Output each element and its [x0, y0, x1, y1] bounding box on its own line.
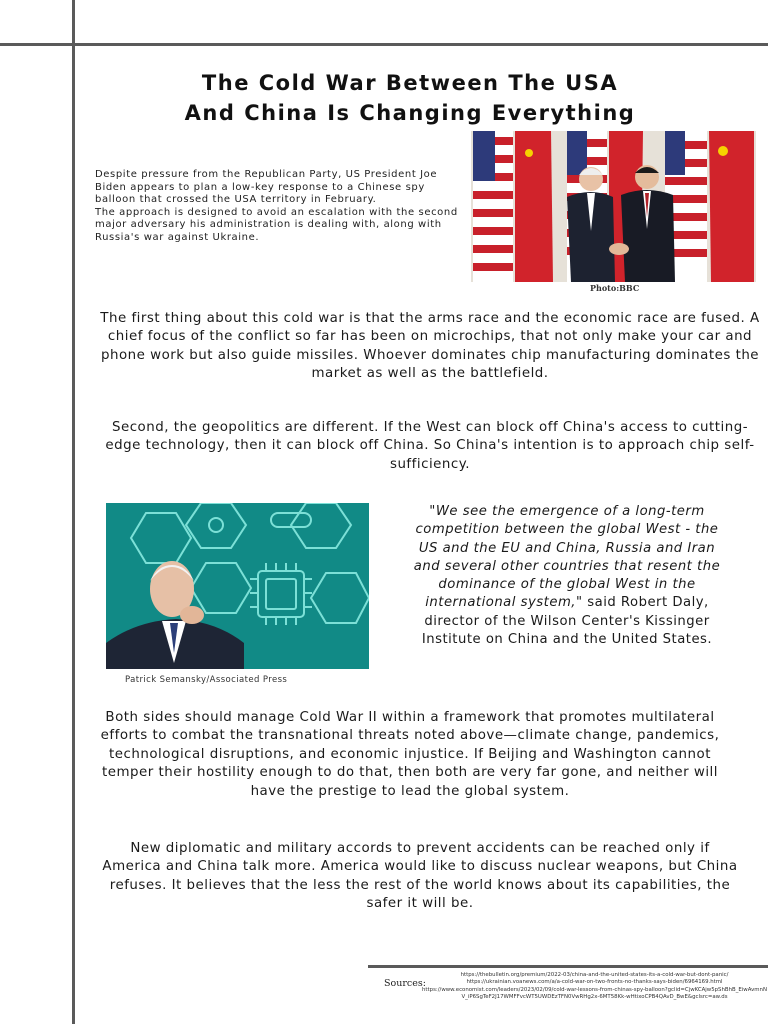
body-paragraph-1: The first thing about this cold war is that the arms race and the economic race are fused. A chief focus of the conflict so far has been on microchips, that not only make your car and phone work but also guide missiles. Whoever dominates chip manufacturing dominates the market as well as the battlefield. — [100, 311, 760, 382]
photo-credit-bbc: Photo:BBC — [590, 283, 640, 293]
quote-attribution: said Robert Daly, director of the Wilson Center's Kissinger Institute on China and the United States. — [421, 595, 713, 648]
biden-xi-handshake-photo — [471, 131, 756, 282]
biden-microchip-photo — [106, 503, 369, 669]
title-line-2: And China Is Changing Everything — [184, 101, 636, 125]
title-line-1: The Cold War Between The USA — [201, 71, 619, 95]
intro-paragraph-2: The approach is designed to avoid an escalation with the second major adversary his administration is dealing with, along with Russia's war against Ukraine. — [95, 206, 458, 243]
vertical-rule — [72, 0, 75, 1024]
photo-credit-ap: Patrick Semansky/Associated Press — [125, 675, 288, 685]
sources-list — [422, 972, 767, 1002]
bottom-rule — [368, 965, 768, 968]
body-paragraph-3: Both sides should manage Cold War II within a framework that promotes multilateral efforts to combat the transnational threats noted above—climate change, pandemics, technological disruptions, and economic injustice. If Beijing and Washington cannot temper their hostility enough to do that, then both are very far gone, and neither will have the prestige to lead the global system. — [100, 710, 720, 799]
source-link-3[interactable]: https://www.economist.com/leaders/2023/02/09/cold-war-lessons-from-chinas-spy-balloon?gclid=CjwKCAjw5pShBhB_EiwAvmnNV_iP6SgTeF2J17WMFFvcWT5UWDEzTFN0VwRHg2x-6MT58Kk-wHtixoCPB4QAvD_BwE&gclsrc=aw.ds — [422, 986, 767, 1001]
page-title — [110, 68, 710, 128]
pull-quote — [412, 503, 722, 649]
body-paragraph-2: Second, the geopolitics are different. If the West can block off China's access to cutting-edge technology, then it can block off China. So China's intention is to approach chip self-sufficiency. — [105, 420, 755, 472]
sources-label: Sources: — [384, 978, 426, 989]
source-link-1[interactable]: https://thebulletin.org/premium/2022-03/china-and-the-united-states-its-a-cold-war-but-dont-panic/ — [460, 972, 729, 978]
quote-text: "We see the emergence of a long-term competition between the global West - the US and the EU and China, Russia and Iran and several other countries that resent the dominance of the global West in the international system," — [413, 504, 721, 611]
source-link-2[interactable]: https://ukrainian.voanews.com/a/a-cold-war-on-two-fronts-no-thanks-says-biden/6964169.html — [466, 979, 723, 986]
body-paragraph-4: New diplomatic and military accords to prevent accidents can be reached only if America and China talk more. America would like to discuss nuclear weapons, but China refuses. It believes that the less the rest of the world knows about its capabilities, the safer it will be. — [102, 841, 738, 912]
top-rule — [0, 43, 768, 46]
intro-paragraph-1: Despite pressure from the Republican Party, US President Joe Biden appears to plan a low-key response to a Chinese spy balloon that crossed the USA territory in February. — [95, 169, 438, 205]
intro-text — [95, 169, 463, 244]
